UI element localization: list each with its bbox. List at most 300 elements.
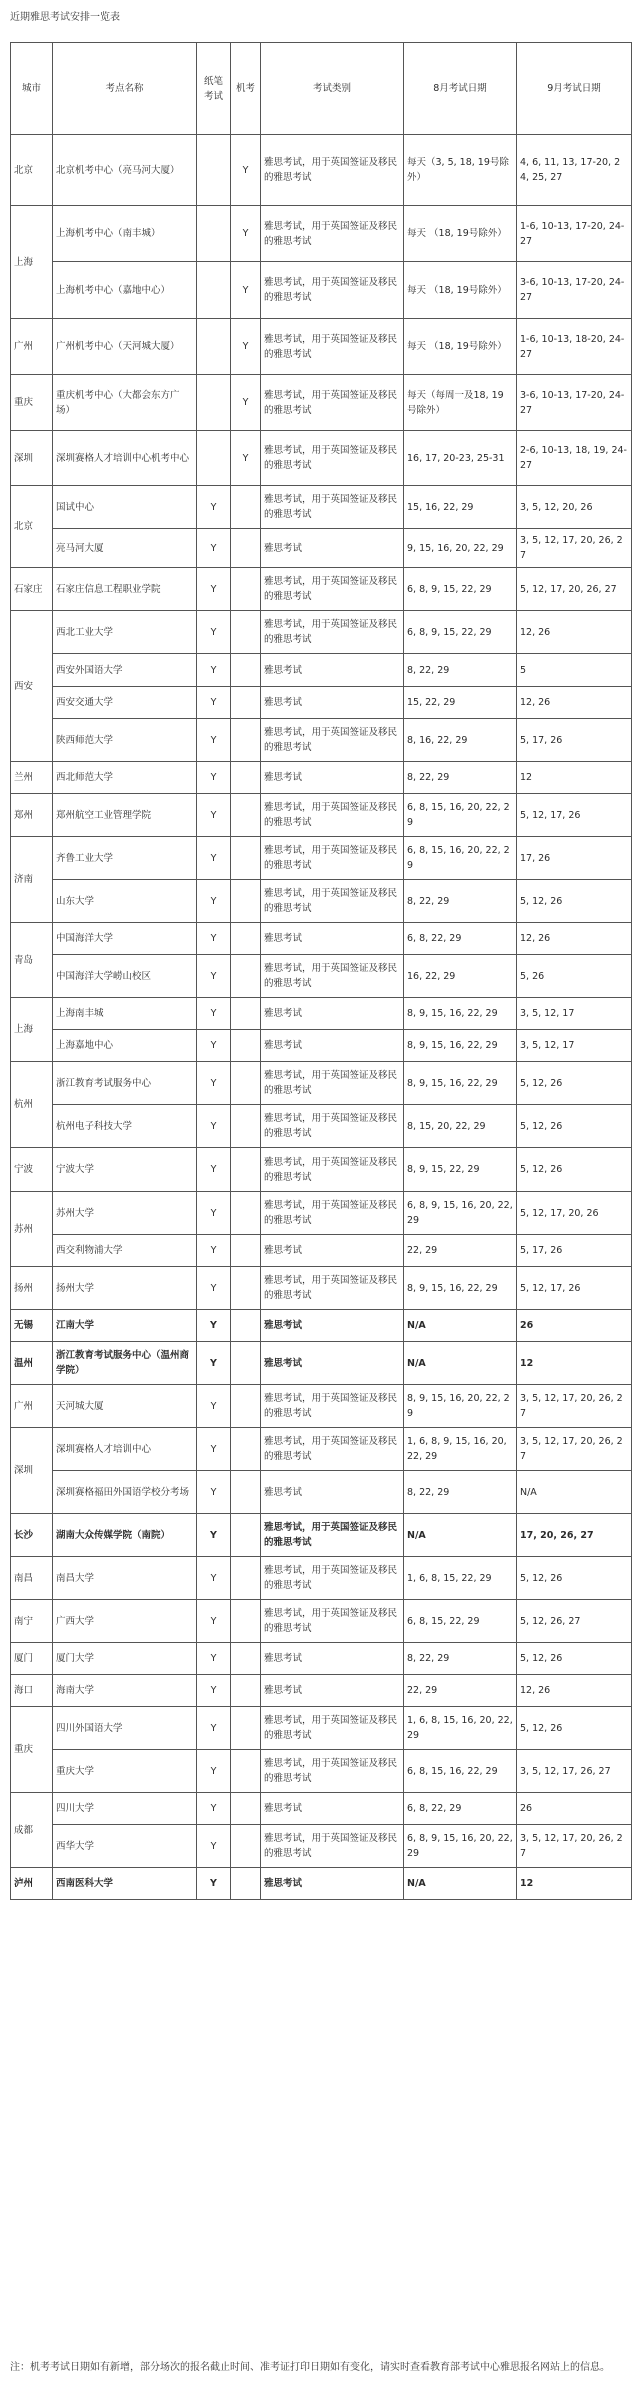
cell-type: 雅思考试，用于英国签证及移民的雅思考试 [261,568,404,611]
cell-type: 雅思考试，用于英国签证及移民的雅思考试 [261,1385,404,1428]
cell-sep: 3, 5, 12, 17, 26, 27 [517,1750,632,1793]
cell-paper [197,431,231,486]
cell-computer [231,762,261,794]
cell-aug: 8, 22, 29 [404,1471,517,1514]
cell-type: 雅思考试 [261,1471,404,1514]
cell-computer [231,955,261,998]
table-row [11,880,632,923]
cell-venue: 上海南丰城 [53,998,197,1030]
cell-computer [231,1030,261,1062]
cell-computer [231,1192,261,1235]
table-row [11,1030,632,1062]
cell-type: 雅思考试，用于英国签证及移民的雅思考试 [261,837,404,880]
cell-venue: 西北师范大学 [53,762,197,794]
cell-aug: 8, 9, 15, 22, 29 [404,1148,517,1192]
table-row [11,1235,632,1267]
cell-type: 雅思考试，用于英国签证及移民的雅思考试 [261,880,404,923]
cell-type: 雅思考试，用于英国签证及移民的雅思考试 [261,1192,404,1235]
cell-sep: 3, 5, 12, 17, 20, 26, 27 [517,1825,632,1868]
cell-venue: 深圳赛格福田外国语学校分考场 [53,1471,197,1514]
cell-computer [231,1105,261,1148]
cell-type: 雅思考试，用于英国签证及移民的雅思考试 [261,1600,404,1643]
cell-computer: Y [231,135,261,206]
cell-computer [231,794,261,837]
cell-computer [231,654,261,687]
cell-paper: Y [197,880,231,923]
cell-paper: Y [197,654,231,687]
cell-venue: 西安交通大学 [53,687,197,719]
cell-computer [231,1825,261,1868]
cell-paper: Y [197,998,231,1030]
cell-city: 长沙 [11,1514,53,1557]
cell-aug: 每天（3, 5, 18, 19号除外） [404,135,517,206]
cell-computer [231,1868,261,1900]
cell-sep: 26 [517,1793,632,1825]
cell-computer [231,611,261,654]
cell-type: 雅思考试 [261,687,404,719]
cell-aug: N/A [404,1310,517,1342]
cell-aug: N/A [404,1342,517,1385]
cell-computer [231,1062,261,1105]
cell-computer [231,1675,261,1707]
cell-city: 南昌 [11,1557,53,1600]
cell-venue: 郑州航空工业管理学院 [53,794,197,837]
cell-paper: Y [197,1235,231,1267]
cell-type: 雅思考试，用于英国签证及移民的雅思考试 [261,206,404,262]
cell-venue: 石家庄信息工程职业学院 [53,568,197,611]
cell-paper: Y [197,1707,231,1750]
cell-aug: 每天 （18, 19号除外） [404,206,517,262]
cell-type: 雅思考试 [261,1235,404,1267]
cell-paper [197,319,231,375]
cell-sep: 5, 12, 17, 26 [517,794,632,837]
cell-city: 广州 [11,1385,53,1428]
cell-sep: 5, 12, 26 [517,1062,632,1105]
cell-aug: 8, 16, 22, 29 [404,719,517,762]
cell-paper: Y [197,719,231,762]
cell-type: 雅思考试 [261,1793,404,1825]
footnote: 注：机考考试日期如有新增，部分场次的报名截止时间、准考证打印日期如有变化，请实时查看教育部考试中心雅思报名网站上的信息。 [10,2362,610,2373]
header-aug: 8月考试日期 [404,43,517,135]
cell-paper: Y [197,923,231,955]
cell-aug: 6, 8, 9, 15, 22, 29 [404,611,517,654]
cell-computer: Y [231,375,261,431]
cell-paper: Y [197,1825,231,1868]
cell-computer [231,1750,261,1793]
table-row [11,1514,632,1557]
cell-paper: Y [197,568,231,611]
cell-aug: N/A [404,1514,517,1557]
table-row [11,262,632,319]
cell-type: 雅思考试，用于英国签证及移民的雅思考试 [261,1707,404,1750]
cell-city: 苏州 [11,1192,53,1267]
cell-city: 郑州 [11,794,53,837]
cell-aug: 1, 6, 8, 15, 16, 20, 22, 29 [404,1707,517,1750]
table-body [11,135,632,1900]
table-row [11,1643,632,1675]
cell-venue: 重庆大学 [53,1750,197,1793]
cell-venue: 国试中心 [53,486,197,529]
cell-paper: Y [197,1643,231,1675]
cell-type: 雅思考试，用于英国签证及移民的雅思考试 [261,375,404,431]
cell-city: 北京 [11,486,53,568]
table-row [11,1428,632,1471]
cell-paper: Y [197,611,231,654]
table-row [11,719,632,762]
header-venue: 考点名称 [53,43,197,135]
cell-paper [197,206,231,262]
cell-venue: 山东大学 [53,880,197,923]
cell-city: 温州 [11,1342,53,1385]
cell-venue: 北京机考中心（亮马河大厦） [53,135,197,206]
cell-sep: N/A [517,1471,632,1514]
table-row [11,794,632,837]
page-title: 近期雅思考试安排一览表 [10,12,120,23]
cell-aug: 1, 6, 8, 9, 15, 16, 20, 22, 29 [404,1428,517,1471]
cell-aug: 8, 9, 15, 16, 22, 29 [404,998,517,1030]
table-row [11,1707,632,1750]
cell-paper: Y [197,486,231,529]
cell-type: 雅思考试，用于英国签证及移民的雅思考试 [261,431,404,486]
cell-paper: Y [197,794,231,837]
cell-city: 兰州 [11,762,53,794]
cell-type: 雅思考试，用于英国签证及移民的雅思考试 [261,1105,404,1148]
cell-venue: 西华大学 [53,1825,197,1868]
cell-paper: Y [197,1192,231,1235]
table-row [11,1148,632,1192]
cell-type: 雅思考试 [261,1643,404,1675]
cell-venue: 深圳赛格人才培训中心机考中心 [53,431,197,486]
cell-paper: Y [197,1514,231,1557]
cell-type: 雅思考试 [261,998,404,1030]
cell-city: 扬州 [11,1267,53,1310]
cell-venue: 深圳赛格人才培训中心 [53,1428,197,1471]
cell-venue: 苏州大学 [53,1192,197,1235]
cell-computer [231,1148,261,1192]
cell-paper: Y [197,1105,231,1148]
table-row [11,1385,632,1428]
cell-city: 成都 [11,1793,53,1868]
cell-city: 无锡 [11,1310,53,1342]
table-row [11,1750,632,1793]
cell-paper: Y [197,1793,231,1825]
cell-aug: 6, 8, 15, 16, 20, 22, 29 [404,794,517,837]
cell-venue: 宁波大学 [53,1148,197,1192]
cell-city: 宁波 [11,1148,53,1192]
cell-venue: 陕西师范大学 [53,719,197,762]
cell-venue: 浙江教育考试服务中心（温州商学院） [53,1342,197,1385]
cell-venue: 湖南大众传媒学院（南院） [53,1514,197,1557]
cell-type: 雅思考试 [261,1868,404,1900]
cell-paper: Y [197,1557,231,1600]
cell-sep: 3-6, 10-13, 17-20, 24-27 [517,262,632,319]
cell-sep: 12 [517,1342,632,1385]
cell-type: 雅思考试，用于英国签证及移民的雅思考试 [261,135,404,206]
cell-aug: 8, 22, 29 [404,1643,517,1675]
cell-paper: Y [197,1385,231,1428]
cell-sep: 2-6, 10-13, 18, 19, 24-27 [517,431,632,486]
cell-sep: 4, 6, 11, 13, 17-20, 24, 25, 27 [517,135,632,206]
cell-paper: Y [197,955,231,998]
table-row [11,568,632,611]
cell-sep: 12, 26 [517,923,632,955]
cell-sep: 12, 26 [517,687,632,719]
cell-sep: 5, 17, 26 [517,719,632,762]
cell-type: 雅思考试 [261,923,404,955]
cell-sep: 5, 12, 26 [517,1105,632,1148]
cell-sep: 5, 12, 26 [517,1643,632,1675]
table-row [11,923,632,955]
cell-aug: 15, 16, 22, 29 [404,486,517,529]
table-row [11,1342,632,1385]
cell-paper: Y [197,1062,231,1105]
cell-paper: Y [197,837,231,880]
cell-sep: 17, 26 [517,837,632,880]
cell-aug: 8, 22, 29 [404,654,517,687]
cell-aug: 8, 22, 29 [404,880,517,923]
cell-computer [231,1385,261,1428]
cell-computer [231,529,261,568]
cell-paper: Y [197,1600,231,1643]
cell-sep: 26 [517,1310,632,1342]
cell-computer: Y [231,262,261,319]
header-sep: 9月考试日期 [517,43,632,135]
table-row [11,1105,632,1148]
table-row [11,1310,632,1342]
cell-venue: 上海机考中心（嘉地中心） [53,262,197,319]
cell-sep: 5, 26 [517,955,632,998]
table-row [11,1557,632,1600]
cell-city: 北京 [11,135,53,206]
cell-sep: 3-6, 10-13, 17-20, 24-27 [517,375,632,431]
cell-sep: 3, 5, 12, 20, 26 [517,486,632,529]
cell-venue: 天河城大厦 [53,1385,197,1428]
cell-city: 广州 [11,319,53,375]
cell-paper: Y [197,1030,231,1062]
cell-aug: 22, 29 [404,1235,517,1267]
table-row [11,1675,632,1707]
cell-sep: 17, 20, 26, 27 [517,1514,632,1557]
cell-venue: 重庆机考中心（大都会东方广场） [53,375,197,431]
cell-venue: 扬州大学 [53,1267,197,1310]
cell-sep: 12, 26 [517,611,632,654]
cell-aug: 8, 9, 15, 16, 22, 29 [404,1030,517,1062]
cell-type: 雅思考试，用于英国签证及移民的雅思考试 [261,262,404,319]
table-row [11,1267,632,1310]
cell-venue: 南昌大学 [53,1557,197,1600]
cell-city: 西安 [11,611,53,762]
cell-type: 雅思考试 [261,762,404,794]
cell-venue: 西交利物浦大学 [53,1235,197,1267]
table-row [11,762,632,794]
cell-venue: 四川外国语大学 [53,1707,197,1750]
table-row [11,135,632,206]
cell-paper: Y [197,1428,231,1471]
cell-aug: 每天 （18, 19号除外） [404,319,517,375]
cell-sep: 5, 12, 26 [517,1557,632,1600]
cell-aug: 6, 8, 15, 16, 20, 22, 29 [404,837,517,880]
cell-computer [231,568,261,611]
cell-city: 重庆 [11,1707,53,1793]
cell-venue: 广州机考中心（天河城大厦） [53,319,197,375]
cell-type: 雅思考试，用于英国签证及移民的雅思考试 [261,319,404,375]
cell-paper: Y [197,687,231,719]
cell-type: 雅思考试，用于英国签证及移民的雅思考试 [261,1148,404,1192]
cell-type: 雅思考试 [261,1030,404,1062]
cell-paper: Y [197,529,231,568]
cell-sep: 5, 12, 17, 26 [517,1267,632,1310]
cell-city: 海口 [11,1675,53,1707]
cell-city: 杭州 [11,1062,53,1148]
cell-paper: Y [197,1267,231,1310]
table-row [11,1062,632,1105]
cell-type: 雅思考试 [261,529,404,568]
cell-sep: 1-6, 10-13, 17-20, 24-27 [517,206,632,262]
cell-computer [231,880,261,923]
cell-sep: 3, 5, 12, 17, 20, 26, 27 [517,1428,632,1471]
exam-schedule-table [10,42,632,1900]
cell-aug: 16, 17, 20-23, 25-31 [404,431,517,486]
cell-computer [231,687,261,719]
cell-computer [231,923,261,955]
cell-city: 深圳 [11,1428,53,1514]
cell-aug: N/A [404,1868,517,1900]
table-row [11,654,632,687]
cell-paper [197,375,231,431]
header-type: 考试类别 [261,43,404,135]
cell-aug: 8, 22, 29 [404,762,517,794]
cell-aug: 6, 8, 22, 29 [404,923,517,955]
table-row [11,998,632,1030]
cell-aug: 22, 29 [404,1675,517,1707]
cell-type: 雅思考试，用于英国签证及移民的雅思考试 [261,1514,404,1557]
cell-computer [231,1514,261,1557]
cell-aug: 1, 6, 8, 15, 22, 29 [404,1557,517,1600]
cell-computer [231,1267,261,1310]
cell-computer [231,1235,261,1267]
table-row [11,319,632,375]
cell-venue: 西安外国语大学 [53,654,197,687]
table-row [11,955,632,998]
cell-type: 雅思考试 [261,1342,404,1385]
cell-city: 青岛 [11,923,53,998]
cell-sep: 5, 12, 26 [517,1148,632,1192]
cell-aug: 8, 9, 15, 16, 22, 29 [404,1267,517,1310]
table-row [11,529,632,568]
cell-sep: 5, 12, 17, 20, 26, 27 [517,568,632,611]
cell-venue: 厦门大学 [53,1643,197,1675]
cell-sep: 5, 12, 26 [517,1707,632,1750]
cell-aug: 6, 8, 15, 16, 22, 29 [404,1750,517,1793]
cell-city: 厦门 [11,1643,53,1675]
cell-computer: Y [231,206,261,262]
cell-venue: 亮马河大厦 [53,529,197,568]
cell-type: 雅思考试，用于英国签证及移民的雅思考试 [261,1428,404,1471]
cell-sep: 3, 5, 12, 17 [517,1030,632,1062]
cell-computer [231,719,261,762]
table-row [11,431,632,486]
cell-venue: 中国海洋大学 [53,923,197,955]
cell-aug: 9, 15, 16, 20, 22, 29 [404,529,517,568]
cell-computer [231,1600,261,1643]
cell-sep: 1-6, 10-13, 18-20, 24-27 [517,319,632,375]
cell-sep: 3, 5, 12, 17, 20, 26, 27 [517,529,632,568]
cell-city: 重庆 [11,375,53,431]
cell-paper: Y [197,1342,231,1385]
cell-sep: 12 [517,762,632,794]
cell-computer: Y [231,431,261,486]
cell-computer [231,1793,261,1825]
cell-type: 雅思考试，用于英国签证及移民的雅思考试 [261,611,404,654]
cell-venue: 江南大学 [53,1310,197,1342]
cell-paper [197,135,231,206]
cell-venue: 中国海洋大学崂山校区 [53,955,197,998]
cell-sep: 5 [517,654,632,687]
table-row [11,375,632,431]
cell-paper: Y [197,1675,231,1707]
cell-type: 雅思考试，用于英国签证及移民的雅思考试 [261,1825,404,1868]
cell-aug: 6, 8, 15, 22, 29 [404,1600,517,1643]
cell-computer [231,837,261,880]
cell-venue: 上海嘉地中心 [53,1030,197,1062]
cell-venue: 杭州电子科技大学 [53,1105,197,1148]
cell-venue: 西南医科大学 [53,1868,197,1900]
cell-computer [231,998,261,1030]
table-row [11,1825,632,1868]
cell-type: 雅思考试 [261,654,404,687]
cell-sep: 5, 17, 26 [517,1235,632,1267]
table-row [11,1471,632,1514]
cell-type: 雅思考试，用于英国签证及移民的雅思考试 [261,955,404,998]
table-row [11,486,632,529]
table-row [11,206,632,262]
header-paper: 纸笔考试 [197,43,231,135]
cell-sep: 12, 26 [517,1675,632,1707]
table-row [11,1868,632,1900]
cell-computer [231,1310,261,1342]
cell-city: 济南 [11,837,53,923]
cell-type: 雅思考试 [261,1310,404,1342]
cell-aug: 8, 15, 20, 22, 29 [404,1105,517,1148]
header-computer: 机考 [231,43,261,135]
cell-type: 雅思考试，用于英国签证及移民的雅思考试 [261,1062,404,1105]
cell-paper: Y [197,762,231,794]
cell-sep: 5, 12, 26 [517,880,632,923]
cell-sep: 3, 5, 12, 17, 20, 26, 27 [517,1385,632,1428]
cell-type: 雅思考试，用于英国签证及移民的雅思考试 [261,1750,404,1793]
cell-computer [231,1707,261,1750]
cell-sep: 5, 12, 17, 20, 26 [517,1192,632,1235]
cell-computer: Y [231,319,261,375]
cell-type: 雅思考试，用于英国签证及移民的雅思考试 [261,486,404,529]
cell-computer [231,1428,261,1471]
cell-aug: 6, 8, 22, 29 [404,1793,517,1825]
cell-paper: Y [197,1148,231,1192]
cell-aug: 15, 22, 29 [404,687,517,719]
cell-city: 石家庄 [11,568,53,611]
cell-venue: 西北工业大学 [53,611,197,654]
cell-computer [231,1471,261,1514]
cell-paper [197,262,231,319]
cell-paper: Y [197,1750,231,1793]
cell-type: 雅思考试，用于英国签证及移民的雅思考试 [261,1557,404,1600]
cell-aug: 8, 9, 15, 16, 22, 29 [404,1062,517,1105]
header-city: 城市 [11,43,53,135]
cell-paper: Y [197,1310,231,1342]
cell-city: 泸州 [11,1868,53,1900]
cell-venue: 广西大学 [53,1600,197,1643]
cell-paper: Y [197,1868,231,1900]
